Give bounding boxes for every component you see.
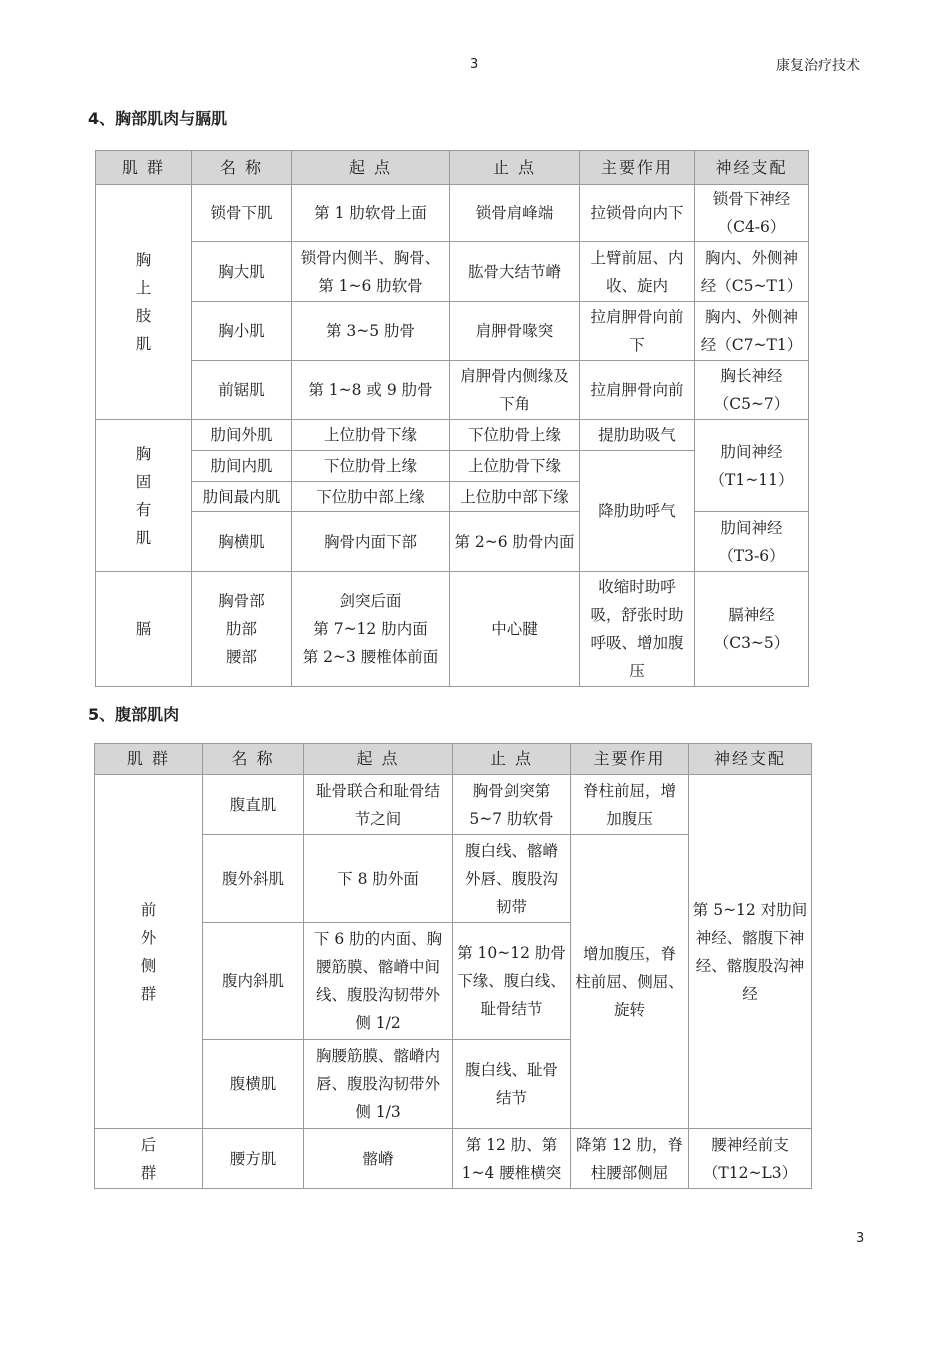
group-diaphragm: 膈 [96,572,192,687]
table-row [96,420,809,451]
header-action: 主要作用 [571,744,689,775]
muscle-origin: 第 1 肋软骨上面 [292,185,450,242]
section-4-title: 4、胸部肌肉与膈肌 [88,109,228,128]
table-row [96,242,809,302]
muscle-insertion: 下位肋骨上缘 [450,420,580,451]
header-action: 主要作用 [580,151,695,185]
muscle-insertion: 第 12 肋、第 1~4 腰椎横突 [453,1129,571,1189]
muscle-origin: 下 8 肋外面 [304,835,453,923]
muscle-name: 胸大肌 [192,242,292,302]
group-chest-upper-limb: 胸 上 肢 肌 [96,185,192,420]
muscle-action: 脊柱前屈，增 加腹压 [571,775,689,835]
table-header-row [96,151,809,185]
muscle-action: 降肋助呼气 [580,451,695,572]
section-5-title: 5、腹部肌肉 [88,705,180,724]
muscle-name: 锁骨下肌 [192,185,292,242]
muscle-name: 胸骨部 肋部 腰部 [192,572,292,687]
muscle-action: 提肋助吸气 [580,420,695,451]
muscle-action: 拉肩胛骨向前 下 [580,302,695,361]
muscle-nerve: 锁骨下神经 （C4-6） [695,185,809,242]
muscle-insertion: 肩胛骨内侧缘及 下角 [450,361,580,420]
muscle-origin: 胸骨内面下部 [292,512,450,572]
muscle-insertion: 锁骨肩峰端 [450,185,580,242]
muscle-action: 拉肩胛骨向前 [580,361,695,420]
muscle-insertion: 肱骨大结节嵴 [450,242,580,302]
muscle-name: 肋间内肌 [192,451,292,482]
muscle-origin: 锁骨内侧半、胸骨、 第 1~6 肋软骨 [292,242,450,302]
muscle-insertion: 腹白线、髂嵴 外唇、腹股沟 韧带 [453,835,571,923]
table-header-row [95,744,812,775]
header-origin: 起 点 [292,151,450,185]
group-posterior: 后 群 [95,1129,203,1189]
muscle-origin: 髂嵴 [304,1129,453,1189]
muscle-nerve: 腰神经前支 （T12~L3） [689,1129,812,1189]
table-row [96,185,809,242]
muscle-insertion: 上位肋中部下缘 [450,482,580,512]
muscle-insertion: 中心腱 [450,572,580,687]
footer-page-number: 3 [856,1231,865,1246]
muscle-origin: 第 3~5 肋骨 [292,302,450,361]
muscle-insertion: 肩胛骨喙突 [450,302,580,361]
muscle-insertion: 腹白线、耻骨 结节 [453,1040,571,1129]
header-insertion: 止 点 [453,744,571,775]
muscle-origin: 下位肋骨上缘 [292,451,450,482]
muscle-name: 腹直肌 [203,775,304,835]
table-row [96,572,809,687]
muscle-nerve: 肋间神经 （T3-6） [695,512,809,572]
header-name: 名 称 [203,744,304,775]
muscle-nerve: 膈神经（C3~5） [695,572,809,687]
header-muscle-group: 肌 群 [95,744,203,775]
abdominal-muscle-table [94,743,812,1189]
muscle-insertion: 胸骨剑突第 5~7 肋软骨 [453,775,571,835]
table-row [95,1129,812,1189]
group-chest-intrinsic: 胸 固 有 肌 [96,420,192,572]
header-nerve: 神经支配 [689,744,812,775]
muscle-origin: 剑突后面 第 7~12 肋内面 第 2~3 腰椎体前面 [292,572,450,687]
muscle-name: 腹内斜肌 [203,923,304,1040]
header-muscle-group: 肌 群 [96,151,192,185]
muscle-origin: 第 1~8 或 9 肋骨 [292,361,450,420]
muscle-action: 降第 12 肋，脊 柱腰部侧屈 [571,1129,689,1189]
muscle-name: 肋间外肌 [192,420,292,451]
muscle-action: 上臂前屈、内 收、旋内 [580,242,695,302]
muscle-nerve: 胸长神经 （C5~7） [695,361,809,420]
muscle-origin: 胸腰筋膜、髂嵴内 唇、腹股沟韧带外 侧 1/3 [304,1040,453,1129]
header-page-number: 3 [470,57,479,72]
muscle-name: 腹外斜肌 [203,835,304,923]
group-anterolateral: 前 外 侧 群 [95,775,203,1129]
muscle-nerve: 胸内、外侧神 经（C7~T1） [695,302,809,361]
shared-nerve: 第 5~12 对肋间 神经、髂腹下神 经、髂腹股沟神 经 [689,775,812,1129]
muscle-nerve: 肋间神经 （T1~11） [695,420,809,512]
shared-action: 增加腹压，脊 柱前屈、侧屈、 旋转 [571,835,689,1129]
table-row [96,302,809,361]
muscle-name: 胸小肌 [192,302,292,361]
header-insertion: 止 点 [450,151,580,185]
muscle-insertion: 第 10~12 肋骨 下缘、腹白线、 耻骨结节 [453,923,571,1040]
muscle-origin: 上位肋骨下缘 [292,420,450,451]
muscle-action: 拉锁骨向内下 [580,185,695,242]
table-row [96,361,809,420]
header-origin: 起 点 [304,744,453,775]
muscle-nerve: 胸内、外侧神 经（C5~T1） [695,242,809,302]
muscle-action: 收缩时助呼 吸，舒张时助 呼吸、增加腹 压 [580,572,695,687]
muscle-origin: 下位肋中部上缘 [292,482,450,512]
header-doc-title: 康复治疗技术 [776,58,860,74]
muscle-name: 腹横肌 [203,1040,304,1129]
chest-muscle-table [95,150,809,687]
muscle-name: 肋间最内肌 [192,482,292,512]
muscle-origin: 耻骨联合和耻骨结 节之间 [304,775,453,835]
table-row [96,512,809,572]
muscle-origin: 下 6 肋的内面、胸 腰筋膜、髂嵴中间 线、腹股沟韧带外 侧 1/2 [304,923,453,1040]
muscle-name: 胸横肌 [192,512,292,572]
header-name: 名 称 [192,151,292,185]
muscle-name: 腰方肌 [203,1129,304,1189]
muscle-name: 前锯肌 [192,361,292,420]
muscle-insertion: 上位肋骨下缘 [450,451,580,482]
table-row [95,775,812,835]
header-nerve: 神经支配 [695,151,809,185]
muscle-insertion: 第 2~6 肋骨内面 [450,512,580,572]
